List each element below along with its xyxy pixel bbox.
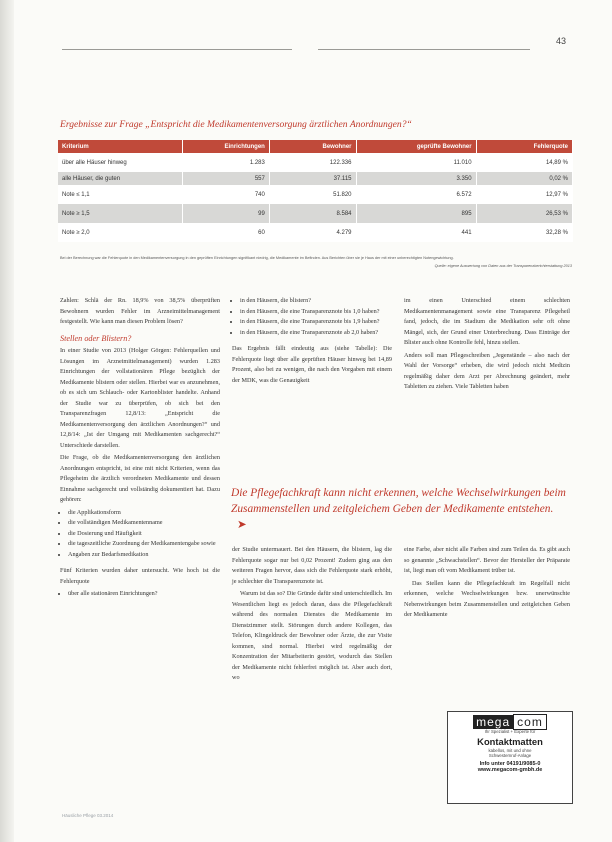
results-table (58, 140, 573, 242)
table-cell: über alle Häuser hinweg (58, 153, 182, 172)
ad-headline: Kontaktmatten (477, 735, 543, 747)
logo-part-b: com (513, 714, 547, 730)
table-cell: Note ≥ 2,0 (58, 223, 182, 242)
article-column-2-bottom (232, 545, 392, 686)
table-cell: 3.350 (356, 172, 476, 185)
table-cell: 51.820 (269, 185, 356, 204)
table-cell: 37.115 (269, 172, 356, 185)
table-cell: 895 (356, 204, 476, 223)
table-row (58, 153, 573, 172)
list-item: • in den Häusern, die eine Transparenznote ab 2,0 haben? (240, 328, 392, 339)
table-row (58, 204, 573, 223)
table-header-criterion: Kriterium (58, 140, 182, 153)
megacom-logo (448, 715, 572, 729)
ad-tagline: Ihr Spezialist + Experte für (484, 729, 536, 734)
table-cell: 11.010 (356, 153, 476, 172)
table-cell: 60 (182, 223, 269, 242)
table-cell: 6.572 (356, 185, 476, 204)
table-cell: 32,28 % (476, 223, 572, 242)
paragraph: Fünf Kriterien wurden daher untersucht. Wie hoch ist die Fehlerquote (60, 567, 220, 585)
paragraph: der Studie untermauert. Bei den Häusern, die blistern, lag die Fehlerquote sogar nur bei 0,02 Prozent! Zudem ging aus den weiteren Fragen hervor, dass sich die Fehlerquote stark erhöht, je schlechter die Transparenznote ist. (232, 546, 392, 585)
paragraph: Das Ergebnis fällt eindeutig aus (siehe Tabelle): Die Fehlerquote liegt über alle geprüften Häuser hinweg bei 14,89 Prozent, also bei zu wenigen, die nach den Vorgaben mit einem der MDK, was die Genauigkeit (232, 345, 392, 384)
pull-quote (231, 485, 566, 533)
ad-detail: Schwesternruf-Anlage (488, 753, 532, 758)
list-item: • die Dosierung und Häufigkeit (68, 529, 220, 540)
table-cell: 122.336 (269, 153, 356, 172)
article-column-2-top (232, 296, 392, 388)
table-cell: 1.283 (182, 153, 269, 172)
table-header-facilities: Einrichtungen (182, 140, 269, 153)
question-list (60, 589, 220, 600)
table-cell: 740 (182, 185, 269, 204)
table-row (58, 172, 573, 185)
logo-part-a: mega (473, 715, 513, 729)
subheading: Stellen oder Blistern? (60, 333, 132, 343)
scan-shadow (0, 0, 14, 842)
table-cell: 26,53 % (476, 204, 572, 223)
paragraph: In einer Studie von 2013 (Holger Görgen: Fehlerquellen und Lösungen im Arzneimittelmanagement) wurden 1.283 Einrichtungen der vollstationären Pflege bezüglich der Medikamente blistern oder stellen. Hierbei war es anzunehmen, ob es sich um Schlauch- oder Kartonblister handelte. Anhand der Studie war zu überprüfen, ob sich bei den Transparenzfragen 12,8/13: „Entspricht die Medikamentenversorgung den ärztlichen Anordnungen?“ und 12,8/14: „Ist der Umgang mit Medikamenten sachgerecht?“ Unterschiede darstellen. (60, 347, 220, 449)
table-cell: Note ≥ 1,5 (58, 204, 182, 223)
ad-url-link[interactable]: www.megacom-gmbh.de (477, 766, 543, 773)
paragraph: Die Frage, ob die Medikamentenversorgung den ärztlichen Anordnungen entspricht, ist eine mit nicht Kriterien, wenn das Pflegeheim die ärztlich verordneten Medikamente und dessen Einnahme sachgerecht und vollständig dokumentiert hat. Dazu gehören: (60, 454, 220, 503)
table-title: Ergebnisse zur Frage „Entspricht die Medikamentenversorgung ärztlichen Anordnungen?“ (60, 119, 412, 130)
paragraph: Warum ist das so? Die Gründe dafür sind unterschiedlich. Im Wesentlichen liegt es jedoch daran, dass die Pflegefachkraft während des normalen Dienstes die Medikamente im Dienstzimmer stellt. Störungen durch andere Kollegen, das Telefon, Klingeldruck der Bewohner oder Ärzte, die zur Visite kommen, sind normal. Hierbei wird regelmäßig der Konzentration der Mitarbeiterin gestört, wodurch das Stellen der Medikamente nicht fehlerfrei möglich ist. Aber auch dort, wo (232, 590, 392, 681)
table-row (58, 223, 573, 242)
pull-quote-text: Die Pflegefachkraft kann nicht erkennen, welche Wechselwirkungen beim Zusammenstellen und zeitgleichem Geben der Medikamente entstehen. (231, 487, 566, 515)
paragraph: Das Stellen kann die Pflegefachkraft im Regelfall nicht erkennen, welche Wechselwirkungen bzw. unerwünschte Nebenwirkungen beim Zusammenstellen und zeitgleichen Geben der Medikamente (404, 579, 570, 618)
table-footnote: Bei der Berechnung war die Fehlerquote in den Medikamentenversorgung in den geprüften Einrichtungen signifikant niedrig, die Medikamente im Befinden. Aus Berichten über sie je Haus der mit einer unberechtigten Notengewichtung. (60, 256, 454, 260)
list-item: • in den Häusern, die blistern? (240, 296, 392, 307)
table-source: Quelle: eigene Auswertung von Daten aus der Transparenzberichterstattung 2013 (434, 264, 572, 268)
table-cell: 557 (182, 172, 269, 185)
list-item: • die vollständigen Medikamentenname (68, 518, 220, 529)
table-header-error-rate: Fehlerquote (476, 140, 572, 153)
table-cell: 0,02 % (476, 172, 572, 185)
question-list (232, 296, 392, 338)
table-cell: 8.584 (269, 204, 356, 223)
arrow-right-icon: ➤ (237, 519, 247, 531)
header-rule-right (318, 49, 530, 50)
table-cell: 14,89 % (476, 153, 572, 172)
table-cell: 4.279 (269, 223, 356, 242)
table-header-residents: Bewohner (269, 140, 356, 153)
list-item: • über alle stationären Einrichtungen? (68, 589, 220, 600)
list-item: • Angaben zur Bedarfsmedikation (68, 550, 220, 561)
article-column-3-top (404, 296, 570, 395)
page-footer: Häusliche Pflege 03.2014 (62, 813, 114, 818)
article-column-1 (60, 296, 220, 600)
table-row (58, 185, 573, 204)
list-item: • die tageszeitliche Zuordnung der Medikamentengabe sowie (68, 539, 220, 550)
ad-detail: kabellos, mit und ohne (488, 747, 532, 753)
table-header-checked: geprüfte Bewohner (356, 140, 476, 153)
table-cell: Note ≤ 1,1 (58, 185, 182, 204)
header-rule-left (62, 49, 292, 50)
paragraph: eine Farbe, aber nicht alle Farben sind zum Teilen da. Es gibt auch so genannte „Schwachstellen“. Bevor der Hersteller der Präparate ist, liegt man oft vom Medikament trüber ist. (404, 546, 570, 574)
ad-phone: Info unter 04191/9085-0 (479, 760, 541, 767)
table-cell: 12,97 % (476, 185, 572, 204)
list-item: • in den Häusern, die eine Transparenznote bis 1,0 haben? (240, 307, 392, 318)
paragraph: Anders soll man Pflegeschreiben „Jegenstände – also nach der Wahl der Vorsorge“ erheben, die wird jedoch nicht Medizin regelmäßig daher dem Arzt per Abrechnung geändert, mehr Tabletten zu ziehen. Viele Tabletten haben (404, 351, 570, 390)
table-cell: 441 (356, 223, 476, 242)
paragraph: im einen Unterschied einem schlechten Medikamentenmanagement sowie eine Transparenz Pflegeheil fand, jedoch, die im Stadium die Medikation sehr oft ohne Mängel, sich, der Grund einer Unterbrechung. Dass Einträge der Blister auch ohne Kontrolle fehl, hinzu stellen. (404, 297, 570, 346)
page-number: 43 (555, 36, 566, 46)
table-cell: 99 (182, 204, 269, 223)
article-column-3-bottom (404, 545, 570, 623)
list-item: • in den Häusern, die eine Transparenznote bis 1,9 haben? (240, 317, 392, 328)
paragraph: Zahlen: Schlä der Rn. 18,9% von 38,5% überprüften Bewohnern wurden Fehler im Arzneimittelmanagement festgestellt. Wie kann man diesen Problem lösen? (60, 297, 220, 325)
criteria-list (60, 508, 220, 561)
list-item: • die Applikationsform (68, 508, 220, 519)
table-cell: alle Häuser, die guten (58, 172, 182, 185)
advertisement-box[interactable] (447, 711, 573, 804)
